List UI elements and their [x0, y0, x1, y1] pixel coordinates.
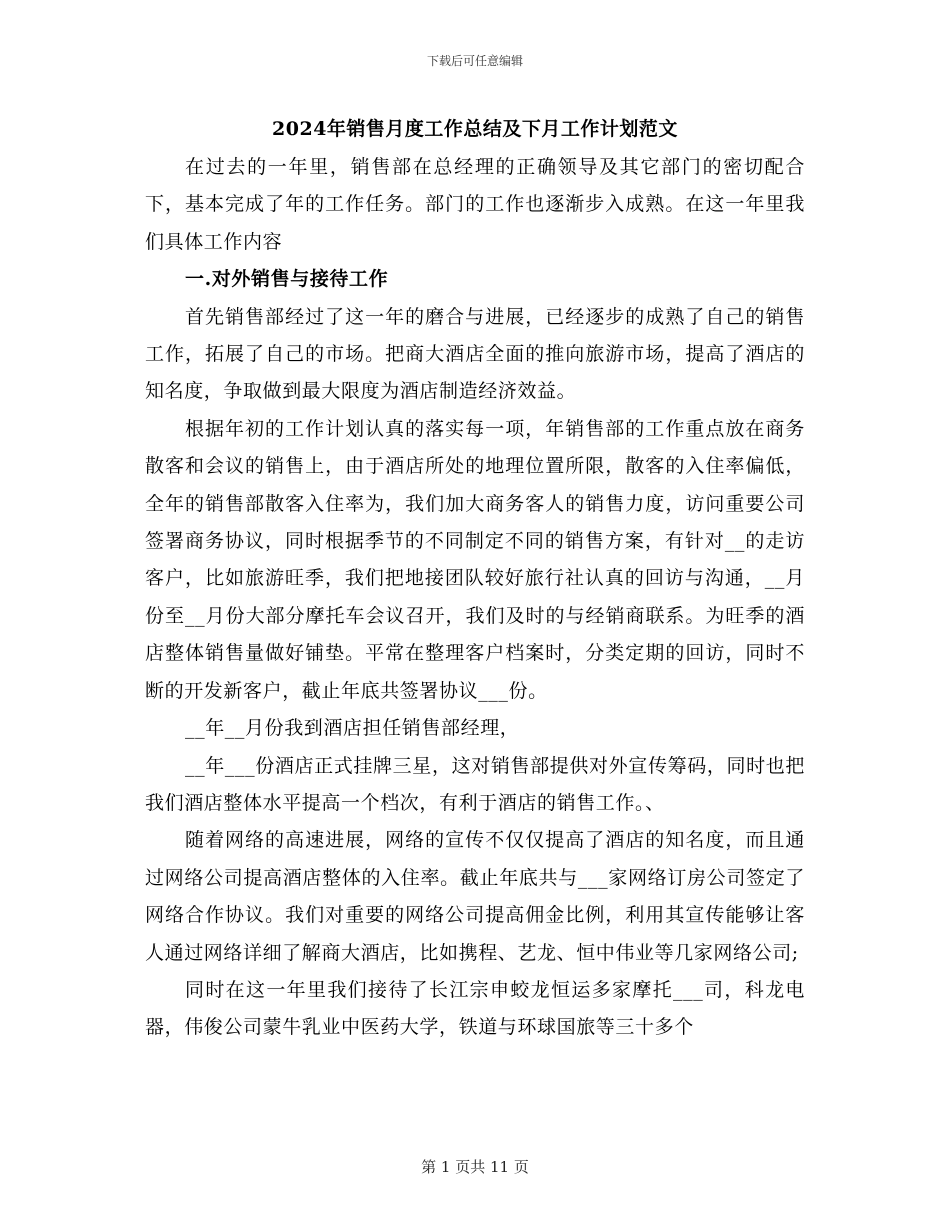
paragraph: 首先销售部经过了这一年的磨合与进展，已经逐步的成熟了自己的销售工作，拓展了自己的市场。把商大酒店全面的推向旅游市场，提高了酒店的知名度，争取做到最大限度为酒店制造经济效益。 — [145, 305, 805, 403]
section-heading: 一.对外销售与接待工作 — [185, 268, 389, 291]
page-header-note: 下载后可任意编辑 — [426, 54, 523, 68]
page-number: 第 1 页共 11 页 — [421, 1158, 529, 1176]
document-title: 2024年销售月度工作总结及下月工作计划范文 — [272, 118, 678, 140]
paragraph: 随着网络的高速进展，网络的宣传不仅仅提高了酒店的知名度，而且通过网络公司提高酒店整体的入住率。截止年底共与___家网络订房公司签定了网络合作协议。我们对重要的网络公司提高佣金比例，利用其宣传能够让客人通过网络详细了解商大酒店，比如携程、艺龙、恒中伟业等几家网络公司; — [145, 829, 805, 964]
paragraph-intro: 在过去的一年里，销售部在总经理的正确领导及其它部门的密切配合下，基本完成了年的工作任务。部门的工作也逐渐步入成熟。在这一年里我们具体工作内容 — [145, 156, 805, 253]
document-body — [145, 149, 805, 1047]
paragraph: __年__月份我到酒店担任销售部经理， — [185, 717, 520, 740]
paragraph: 根据年初的工作计划认真的落实每一项，年销售部的工作重点放在商务散客和会议的销售上，由于酒店所处的地理位置所限，散客的入住率偏低，全年的销售部散客入住率为，我们加大商务客人的销售力度，访问重要公司签署商务协议，同时根据季节的不同制定不同的销售方案，有针对__的走访客户，比如旅游旺季，我们把地接团队较好旅行社认真的回访与沟通，__月份至__月份大部分摩托车会议召开，我们及时的与经销商联系。为旺季的酒店整体销售量做好铺垫。平常在整理客户档案时，分类定期的回访，同时不断的开发新客户，截止年底共签署协议___份。 — [145, 417, 805, 702]
paragraph: 同时在这一年里我们接待了长江宗申蛟龙恒运多家摩托___司，科龙电器，伟俊公司蒙牛乳业中医药大学，铁道与环球国旅等三十多个 — [145, 978, 805, 1039]
paragraph: __年___份酒店正式挂牌三星，这对销售部提供对外宣传筹码，同时也把我们酒店整体水平提高一个档次，有利于酒店的销售工作。、 — [145, 754, 805, 814]
